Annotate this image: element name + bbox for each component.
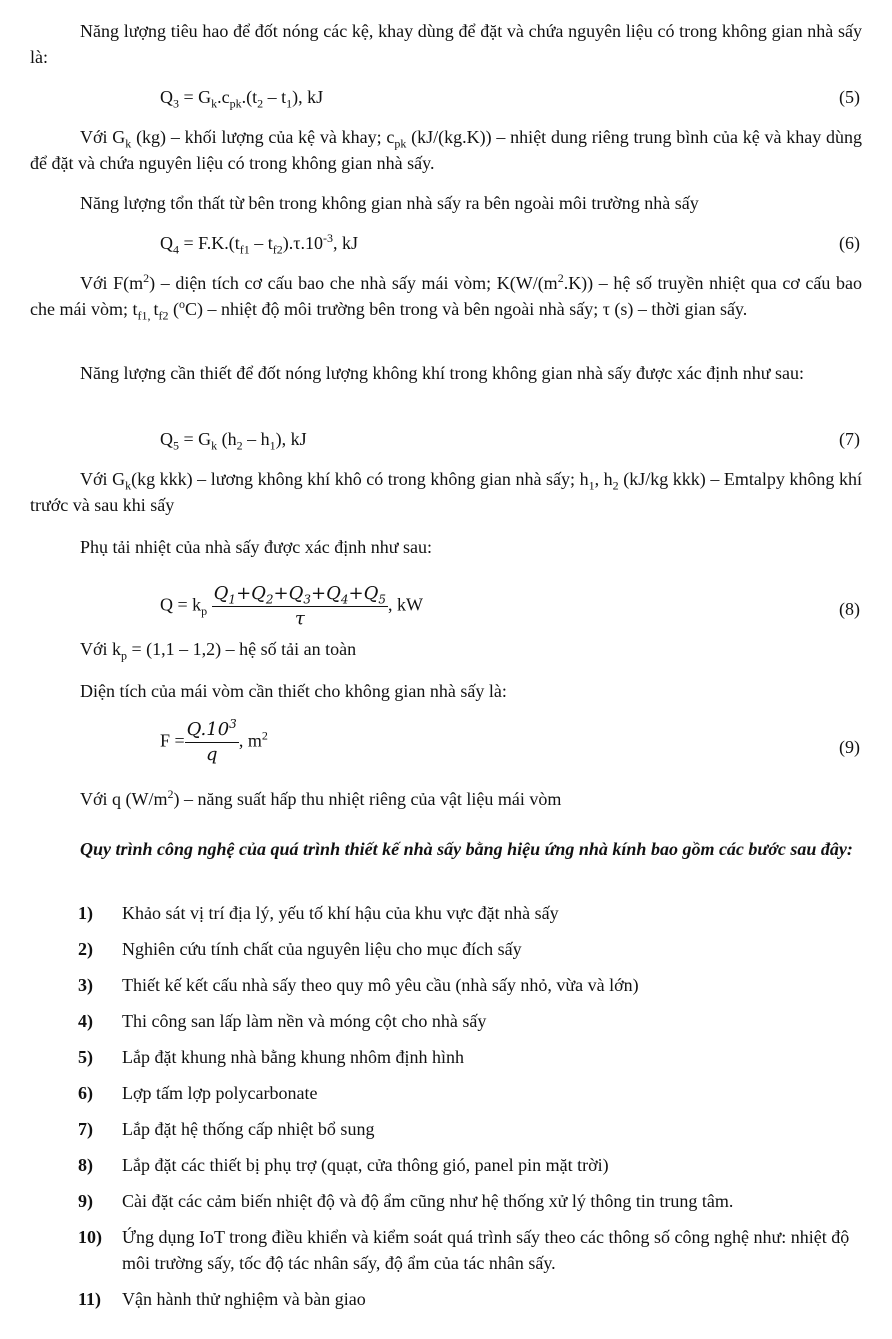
equation-5-number: (5): [839, 87, 860, 107]
list-item: 2) Nghiên cứu tính chất của nguyên liệu cho mục đích sấy: [78, 939, 522, 959]
equation-9-formula: F = $\frac{Q.10^3}{q}$ , $m^2$: [160, 717, 268, 765]
equation-6-number: (6): [839, 233, 860, 253]
equation-8-number: (8): [839, 599, 860, 619]
equation-9-fraction: $\frac{Q.10^3}{q}$: [186, 717, 237, 765]
list-item: 8) Lắp đặt các thiết bị phụ trợ (quạt, cửa thông gió, panel pin mặt trời): [78, 1155, 609, 1175]
paragraph-q5-intro: Năng lượng cần thiết để đốt nóng lượng không khí trong không gian nhà sấy được xác định như sau:: [80, 363, 804, 383]
equation-9-number: (9): [839, 737, 860, 757]
paragraph-q-definition: Với q $(W/m^2)$ – năng suất hấp thu nhiệt riêng của vật liệu mái vòm: [80, 787, 562, 809]
paragraph-area-intro: Diện tích của mái vòm cần thiết cho không gian nhà sấy là:: [80, 681, 507, 701]
equation-9: [160, 718, 860, 778]
paragraph-q3-intro: Năng lượng tiêu hao để đốt nóng các kệ, khay dùng để đặt và chứa nguyên liệu có trong không gian nhà sấy là:: [30, 21, 862, 67]
equation-7-formula: $Q_5 = G_k$ $(h_2 - h_1)$, kJ: [160, 429, 307, 453]
list-item: 9) Cài đặt các cảm biến nhiệt độ và độ ẩm cũng như hệ thống xử lý thông tin trung tâm.: [78, 1191, 734, 1211]
list-item: 10) Ứng dụng IoT trong điều khiển và kiểm soát quá trình sấy theo các thông số công nghệ như: nhiệt độ môi trường sấy, tốc độ tác nhân sấy, độ ẩm của tác nhân sấy.: [78, 1227, 850, 1273]
list-item: 4) Thi công san lấp làm nền và móng cột cho nhà sấy: [78, 1011, 487, 1031]
equation-8-formula: $Q = k_p$ $\frac{Q_1+Q_2+Q_3+Q_4+Q_5}{\tau}$ , kW: [160, 583, 423, 629]
paragraph-q4-intro: Năng lượng tổn thất từ bên trong không gian nhà sấy ra bên ngoài môi trường nhà sấy: [80, 193, 699, 213]
process-steps-list: [78, 900, 868, 1316]
list-item: 11) Vận hành thử nghiệm và bàn giao: [78, 1289, 366, 1309]
equation-7: [160, 426, 860, 456]
list-item: 1) Khảo sát vị trí địa lý, yếu tố khí hậu của khu vực đặt nhà sấy: [78, 903, 559, 923]
paragraph-q3-definitions: Với $G_k$ (kg) – khối lượng của kệ và khay; $c_{pk}$ (kJ/(kg.K)) – nhiệt dung riêng trung bình của kệ và khay dùng để đặt và chứa nguyên liệu có trong không gian nhà sấy.: [30, 127, 863, 173]
paragraph-q4-definitions: Với $F(m^2)$ – diện tích cơ cấu bao che nhà sấy mái vòm; $K(W/(m^2.K))$ – hệ số truyền nhiệt qua cơ cấu bao che mái vòm; $t_{f1,}$ $t_{f2}$ ($^o$C) – nhiệt độ môi trường bên trong và bên ngoài nhà sấy; τ (s) – thời gian sấy.: [30, 271, 862, 323]
list-item: 3) Thiết kế kết cấu nhà sấy theo quy mô yêu cầu (nhà sấy nhỏ, vừa và lớn): [78, 975, 639, 995]
list-item: 6) Lợp tấm lợp polycarbonate: [78, 1083, 318, 1103]
equation-5: [160, 84, 860, 114]
list-item: 7) Lắp đặt hệ thống cấp nhiệt bổ sung: [78, 1119, 375, 1139]
equation-8-fraction: $\frac{Q_1+Q_2+Q_3+Q_4+Q_5}{\tau}$: [213, 583, 386, 629]
paragraph-kp-definition: Với $k_p = (1,1 - 1,2)$ – hệ số tải an toàn: [80, 639, 357, 663]
equation-5-formula: $Q_3 = G_k.c_{pk}.(t_2 - t_1)$, kJ: [160, 87, 324, 111]
equation-8: [160, 582, 860, 636]
list-item: 5) Lắp đặt khung nhà bằng khung nhôm định hình: [78, 1047, 464, 1067]
equation-6: [160, 230, 860, 260]
equation-6-formula: $Q_4 = F.K.(t_{f1} - t_{f2}).\tau.10^{-3}$, kJ: [160, 231, 358, 257]
equation-7-number: (7): [839, 429, 860, 449]
paragraph-q5-definitions: Với $G_k(kg$ kkk) – lương không khí khô có trong không gian nhà sấy; $h_1$, $h_2$ (kJ/kg kkk) – Emtalpy không khí trước và sau khi sấy: [30, 469, 862, 515]
paragraph-heat-load-intro: Phụ tải nhiệt của nhà sấy được xác định như sau:: [80, 537, 432, 557]
section-heading: Quy trình công nghệ của quá trình thiết kế nhà sấy bằng hiệu ứng nhà kính bao gồm các bước sau đây:: [80, 839, 853, 859]
